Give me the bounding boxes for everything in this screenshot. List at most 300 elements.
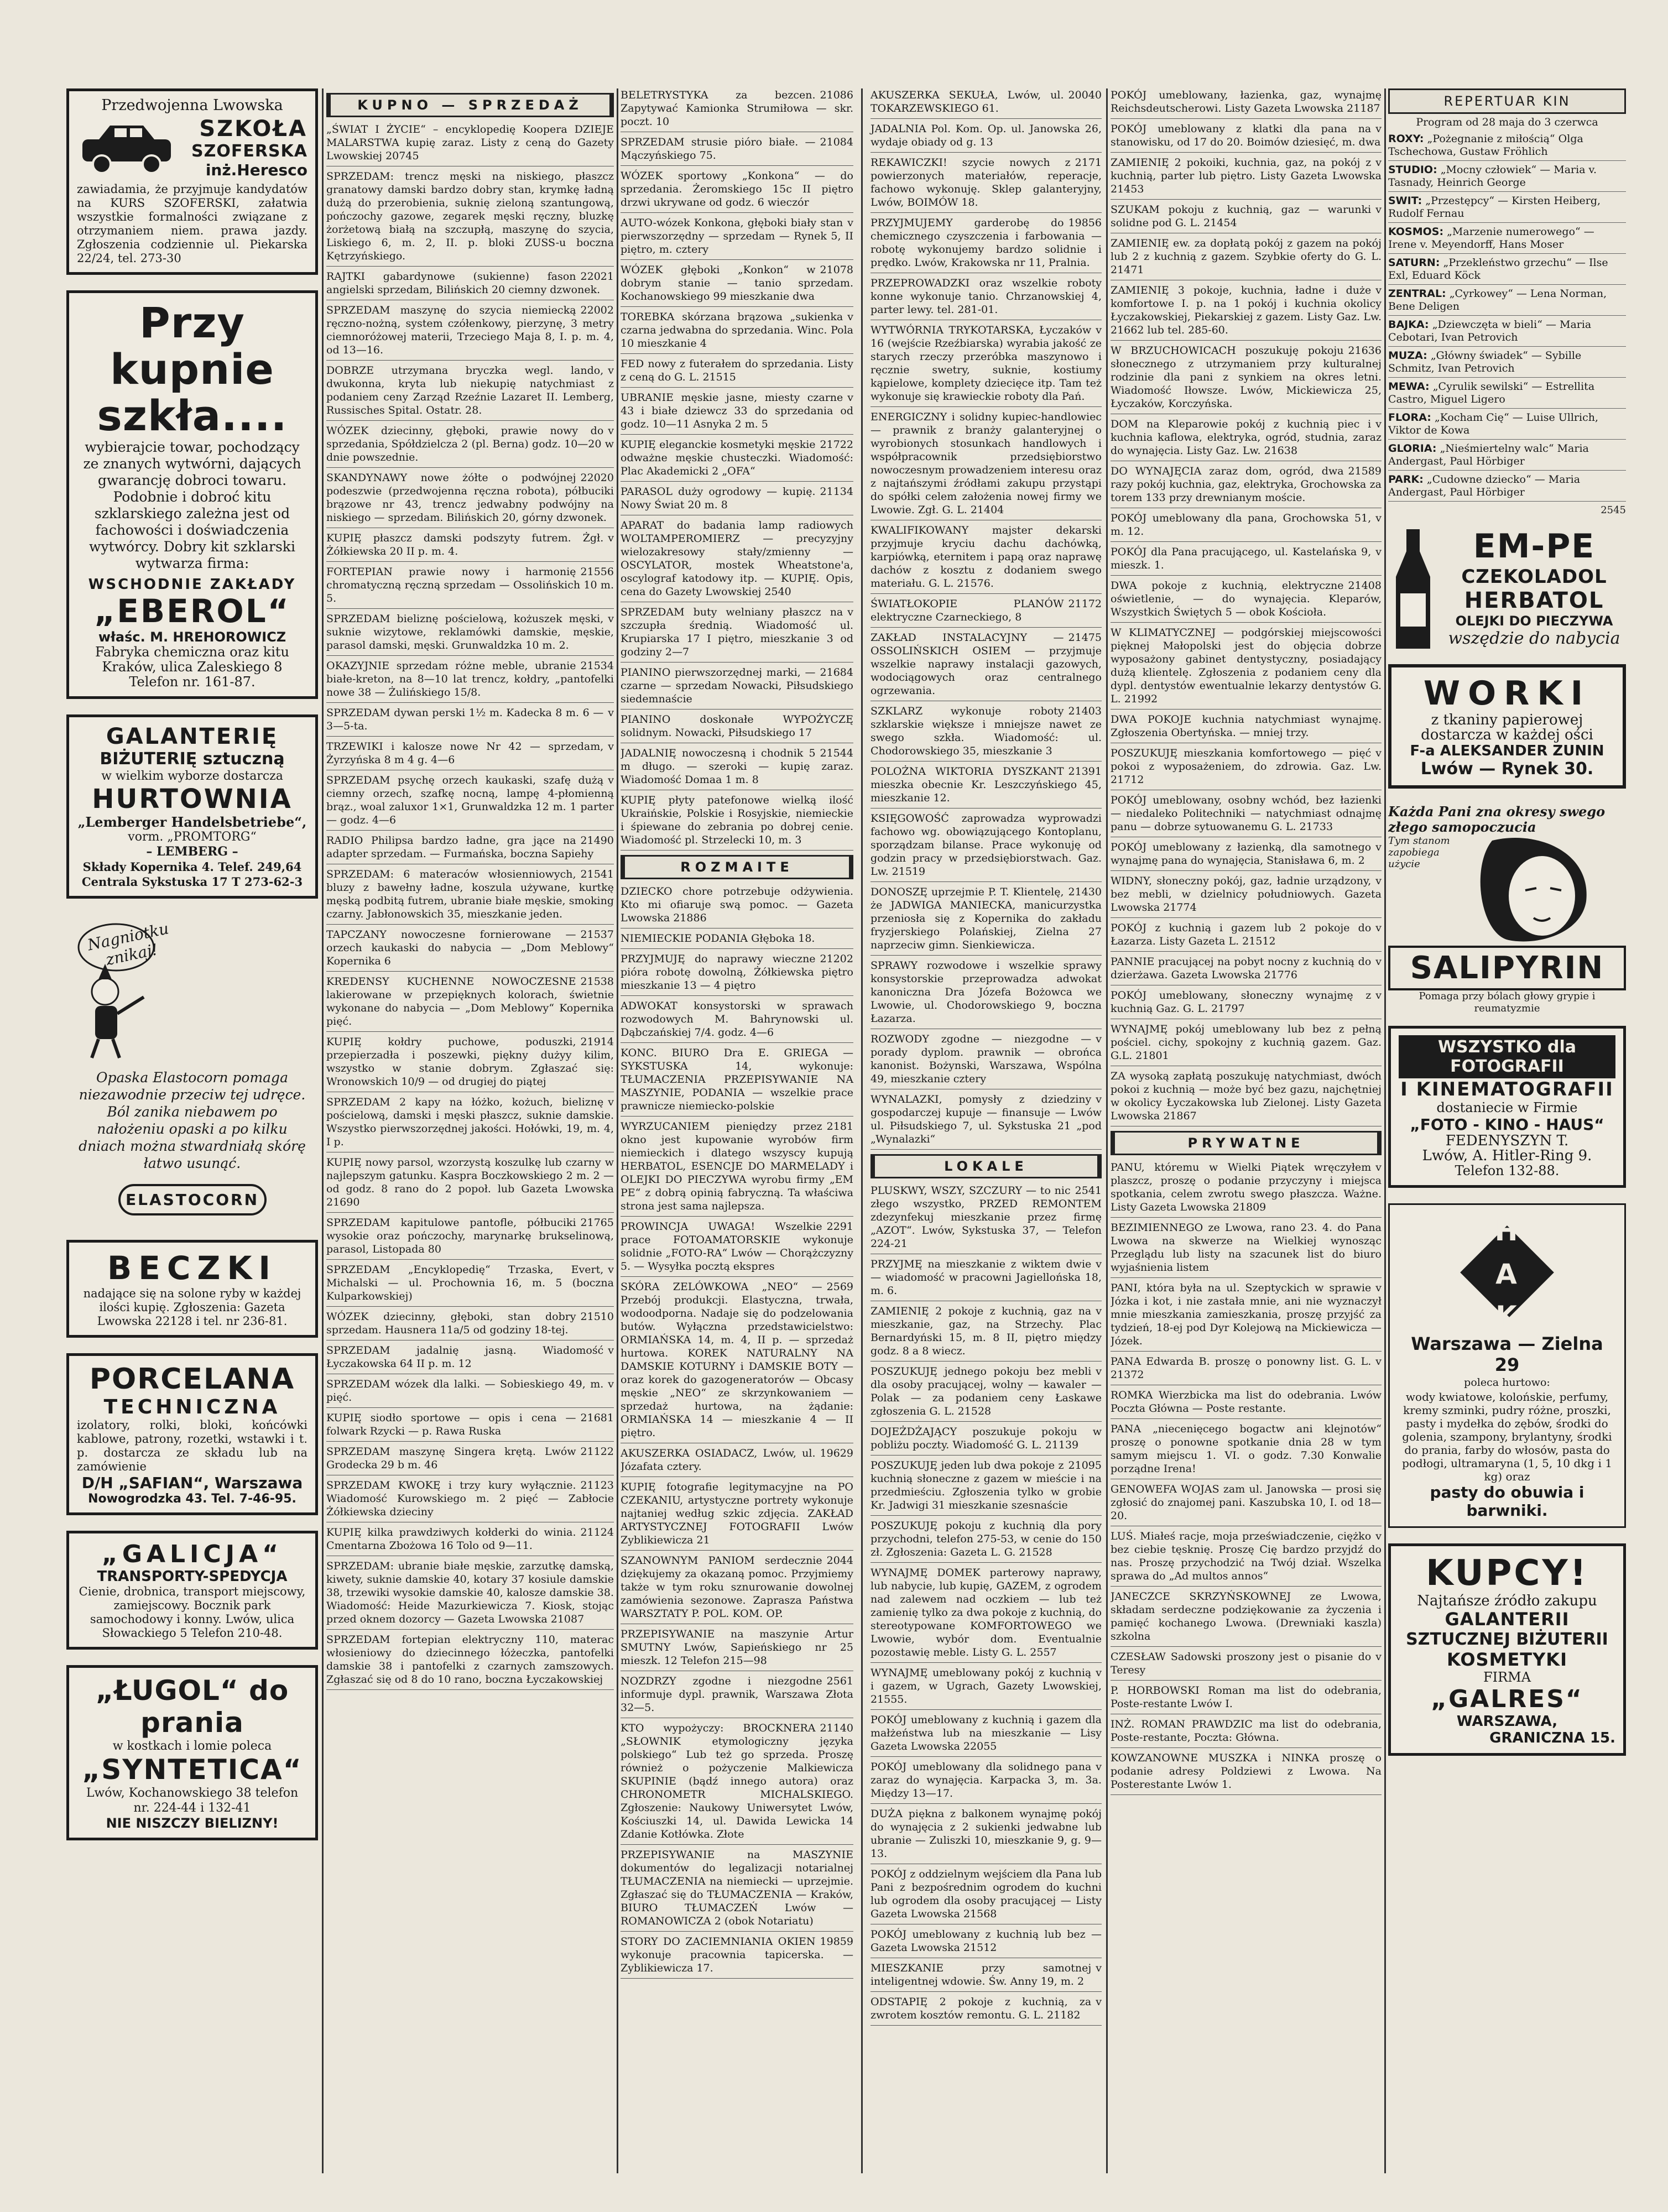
classified-code: 21140 bbox=[820, 1722, 853, 1734]
cinema-program: „Mocny człowiek“ — Maria v. Tasnady, Heinrich George bbox=[1388, 164, 1597, 189]
classified-text: DO WYNAJĘCIA zaraz dom, ogród, dwa razy pokój kuchnia, gaz, elektryka, Grochowska za torem 133 przy drewnianym moście. bbox=[1111, 465, 1382, 504]
repertuar-kin bbox=[1388, 88, 1626, 516]
classified-text: WIDNY, słoneczny pokój, gaz, ładnie urządzony, bez mebli, w dzielnicy południowych. Gazeta Lwowska 21774 bbox=[1111, 875, 1382, 914]
classified-text: POKÓJ umeblowany, słoneczny wynajmę z kuchnią Gaz. G. L. 21797 bbox=[1111, 989, 1372, 1015]
classified-ad bbox=[621, 1627, 853, 1667]
ad-lugol-title: „ŁUGOL“ do prania bbox=[95, 1674, 289, 1739]
classified-separator bbox=[326, 467, 614, 468]
classified-text: SPRZEDAM „Encyklopedię“ Trzaska, Evert, Michalski — ul. Prochownia 16, m. 5 (boczna Kulparkowskiej) bbox=[326, 1264, 614, 1302]
classified-text: REKAWICZKI! szycie nowych z powierzonych materiałów, reperacje, fachowo wykonuję. Sklep galanteryjny, Lwów, BOIMÓW 18. bbox=[870, 156, 1102, 208]
classified-text: APARAT do badania lamp radiowych WOLTAMPEROMIERZ — precyzyjny wielozakresowy stały/zmienny — OSCYLATOR, mostek Wheatstone'a, oscylograf katodowy itp. — KUPIĘ. Opis, cena do Gazety Lwowskiej 2540 bbox=[621, 519, 853, 598]
cinema-name: KOSMOS: bbox=[1388, 226, 1444, 238]
column-rule bbox=[1106, 88, 1108, 2173]
classified-code: v bbox=[1375, 875, 1382, 887]
classified-text: SPRZEDAM strusie pióro białe. — Mączyńskiego 75. bbox=[621, 136, 816, 161]
classified-text: NOZDRZY zgodne i niezgodne informuje dypl. prawnik, Warszawa Złota 32—5. bbox=[621, 1675, 853, 1714]
classified-text: PANNIE pracującej na pobyt nocny z kuchnią do dzierżawa. Gazeta Lwowska 21776 bbox=[1111, 956, 1372, 981]
classified-code: 2181 bbox=[826, 1120, 853, 1133]
column-rule bbox=[322, 88, 324, 2173]
classified-code: 21722 bbox=[820, 439, 853, 451]
classified-code: 21475 bbox=[1068, 632, 1102, 644]
classified-ad bbox=[1111, 579, 1382, 619]
classified-text: „ŚWIAT I ŻYCIE“ – encyklopedię Koopera DZIEJE MALARSTWA kupię zaraz. Listy z ceną do Gazety Lwowskiej 20745 bbox=[326, 123, 614, 162]
classified-ad bbox=[1111, 1483, 1382, 1522]
repertuar-item bbox=[1388, 411, 1626, 440]
classified-ad bbox=[1111, 512, 1382, 538]
classified-ad bbox=[326, 531, 614, 558]
ad-szklo-owner: właśc. M. HREHOROWICZ bbox=[98, 629, 286, 645]
repertuar-title: REPERTUAR KIN bbox=[1388, 88, 1626, 114]
classified-separator bbox=[1111, 622, 1382, 623]
classified-ad bbox=[871, 1666, 1102, 1706]
classified-text: BELETRYSTYKA za bezcen. Zapytywać Kamionka Strumiłowa — skr. poczt. 10 bbox=[621, 89, 853, 128]
classified-code: v bbox=[1375, 546, 1382, 558]
classified-text: SPRZEDAM wózek dla lalki. — Sobieskiego 49, m. pięć. bbox=[326, 1378, 604, 1404]
classified-ad bbox=[326, 774, 614, 827]
classified-text: WYNAJMĘ DOMEK parterowy naprawy, lub nabycie, lub kupię, GAZEM, z ogrodem nad zalewem nad oczkiem — lub też zamienię tylko za dwa pokoje z kuchnią, do stereotypowane KOMFORTOWEGO we Lwowie, wybór dom. Eventualnie pozostawię meble. Listy G. L. 2557 bbox=[870, 1567, 1102, 1658]
classified-ad bbox=[1111, 1355, 1382, 1381]
classified-separator bbox=[326, 1306, 614, 1307]
classified-text: POKÓJ umeblowany dla pana, Grochowska 51, m. 12. bbox=[1111, 512, 1372, 538]
classified-ad bbox=[1111, 713, 1382, 739]
classified-text: PANA Edwarda B. proszę o ponowny list. G. L. 21372 bbox=[1111, 1355, 1372, 1381]
classified-code: v bbox=[847, 606, 853, 618]
classified-separator bbox=[871, 118, 1102, 119]
classified-ad bbox=[621, 216, 853, 256]
classified-ad bbox=[326, 1411, 614, 1438]
classified-separator bbox=[1111, 1586, 1382, 1587]
ad-salipyrin bbox=[1388, 804, 1626, 1015]
classified-ad bbox=[1111, 1221, 1382, 1274]
classified-ad bbox=[871, 1258, 1102, 1297]
cinema-program: „Marzenie numerowego“ — Irene v. Meyendorff, Hans Moser bbox=[1388, 226, 1594, 251]
classified-text: KUPIĘ fotografie legitymacyjne na PO CZEKANIU, artystyczne portrety wykonuje najtaniej według szkic zdjęcia. ZAKŁAD ARTYSTYCZNEJ FOTOGRAFII Lwów Zyblikiewicza 21 bbox=[621, 1481, 853, 1546]
classified-code: v bbox=[847, 311, 853, 323]
classified-code: 21124 bbox=[580, 1526, 614, 1538]
classified-code: v bbox=[1375, 989, 1382, 1001]
classified-text: PRZEPISYWANIE na MASZYNIE dokumentów do legalizacji notarialnej TŁUMACZENIA na niemiecki — uprzejmie. Zgłaszać się do TŁUMACZENIA — Kraków, BIURO TŁUMACZEŃ Lwów — ROMANOWICZA 2 (obok Notariatu) bbox=[621, 1849, 853, 1927]
classified-text: PRZYJMUJEMY garderobę do chemicznego czyszczenia i farbowania — robotę wykonujemy bardzo solidnie i prędko. Lwów, Krakowska nr 11, Pralnia. bbox=[870, 217, 1102, 269]
classified-text: SPRZEDAM: trencz męski na niskiego, płaszcz granatowy damski bardzo dobry stan, krymkę ładną dużą do przerobienia, suknię zieloną szantungową, pończochy gazowe, zegarek męski ręczny, bluzkę żorżetową białą na szczupłą, maszynę do szycia, Liskiego 6, m. 2, II. p. bloki ZUSS-u boczna Kętrzyńskiego. bbox=[326, 170, 614, 262]
classified-code: 21765 bbox=[580, 1217, 614, 1229]
classified-separator bbox=[1111, 575, 1382, 576]
classified-ad bbox=[326, 975, 614, 1028]
ad-szklo-addr: Fabryka chemiczna oraz kitu Kraków, ulica Zaleskiego 8 Telefon nr. 161-87. bbox=[95, 644, 290, 690]
ad-kupcy-addr2: GRANICZNA 15. bbox=[1489, 1730, 1615, 1746]
ad-salipyrin-text2: Tym stanom zapobiega użycie bbox=[1388, 835, 1450, 870]
classified-code: 21681 bbox=[580, 1412, 614, 1424]
classified-separator bbox=[621, 1931, 853, 1932]
classified-text: POKÓJ dla Pana pracującego, ul. Kastelańska 9, mieszk. 1. bbox=[1111, 546, 1372, 571]
classified-code: 22021 bbox=[580, 270, 614, 283]
classified-ad bbox=[1111, 1650, 1382, 1677]
classified-ad bbox=[871, 1032, 1102, 1086]
ad-hak-end: pasty do obuwia i barwniki. bbox=[1430, 1483, 1584, 1520]
classified-text: ZAMIENIĘ ew. za dopłatą pokój z gazem na pokój lub 2 z kuchnią z gazem. Szybkie oferty do G. L. 21471 bbox=[1111, 237, 1382, 276]
classified-ad bbox=[621, 1046, 853, 1113]
classified-code: v bbox=[1375, 1530, 1382, 1542]
classified-ad bbox=[871, 88, 1102, 115]
classified-code: v bbox=[1096, 1258, 1102, 1270]
classified-separator bbox=[326, 360, 614, 361]
classified-ad bbox=[621, 999, 853, 1039]
classified-code: 21430 bbox=[1068, 886, 1102, 898]
classified-ad bbox=[326, 659, 614, 699]
classified-text: SKANDYNAWY nowe żółte o podwójnej podeszwie (przedwojenna ręczna robota), półbuciki brązowe nr 43, trencz jedwabny podwójny na niskiego — sprzedam. Bilińskich 20, górny dzwonek. bbox=[326, 472, 614, 524]
classified-ad bbox=[326, 1559, 614, 1626]
classified-code: 2541 bbox=[1075, 1185, 1102, 1197]
classified-text: SPRZEDAM fortepian elektryczny 110, materac włosieniowy do dziecinnego łóżeczka, pantofelki damskie 38 i pantofelki z czarnych zamszowych. Zgłaszać się od 8 do 10 rano, boczna Łyczakowskiej bbox=[326, 1634, 614, 1686]
classified-text: KSIĘGOWOŚĆ zaprowadza wyprowadzi fachowo wg. obowiązującego Kontoplanu, sporządzam bilanse. Prace wykonuję od godzin pracy w przedsiębiorstwach. Gaz. Lw. 21519 bbox=[870, 812, 1102, 878]
classified-code: 2171 bbox=[1075, 156, 1102, 169]
ad-lugol-text2: Lwów, Kochanowskiego 38 telefon nr. 224-44 i 132-41 bbox=[86, 1786, 299, 1815]
classified-code: 2569 bbox=[826, 1281, 853, 1293]
classified-text: SPRZEDAM: 6 materaców włosienniowych, bluzy z bawełny ładne, koszula używane, kurtkę męską podbitą futrem, ubranie białe męskie, smoking czarny. Jabłonowskich 35, mieszkanie jeden. bbox=[326, 868, 614, 920]
classified-text: BEZIMIENNEGO ze Lwowa, rano 23. 4. do Pana Lwowa na skwerze na Wielkiej wynosząc Przeglądu lub listy na szacunek list do biuro wyjaśnienia listem bbox=[1111, 1222, 1382, 1274]
classified-text: PRZEPISYWANIE na maszynie Artur SMUTNY Lwów, Sapieńskiego nr 25 mieszk. 12 Telefon 215—98 bbox=[621, 1628, 853, 1667]
classified-separator bbox=[871, 955, 1102, 956]
classified-ad bbox=[871, 705, 1102, 758]
classified-separator bbox=[326, 1407, 614, 1408]
ad-beczki-text: nadające się na solone ryby w każdej ilości kupię. Zgłoszenia: Gazeta Lwowska 22128 i tel. nr 236-81. bbox=[83, 1287, 301, 1328]
classified-separator bbox=[871, 1662, 1102, 1663]
classified-ad bbox=[871, 1807, 1102, 1860]
classified-code: v bbox=[1096, 324, 1102, 336]
classified-code: v bbox=[608, 1378, 614, 1390]
classified-ad bbox=[621, 1674, 853, 1714]
ad-kupcy-text2: FIRMA bbox=[1483, 1670, 1531, 1685]
classified-code: v bbox=[847, 217, 853, 229]
classified-ad bbox=[621, 794, 853, 847]
classified-code: 21556 bbox=[580, 566, 614, 578]
ad-foto-text1: dostaniecie w Firmie bbox=[1436, 1100, 1578, 1115]
classified-text: DOM na Kleparowie pokój z kuchnią piec i kuchnia kaflowa, elektryka, ogród, studnia, zaraz do wynajęcia. Listy Gaz. Lw. 21638 bbox=[1111, 418, 1382, 457]
classified-code: 19859 bbox=[820, 1936, 853, 1948]
classified-text: SPRZEDAM jadalnię jasną. Wiadomość Łyczakowska 64 II p. m. 12 bbox=[326, 1344, 604, 1370]
hak-letter-1: H bbox=[1494, 1215, 1520, 1247]
ad-elasto-bubble: Nagniotku znikaj! bbox=[86, 919, 170, 969]
classified-ad bbox=[326, 834, 614, 860]
classified-text: PANU, któremu w Wielki Piątek wręczyłem plaszcz, proszę o podanie przyczyny i miejsca spotkania, celem zwrotu swego płaszcza. Ważne. Listy Gazeta Lwowska 21809 bbox=[1111, 1161, 1382, 1213]
classified-text: POKÓJ umeblowany z klatki dla pana na stanowisku, od 17 do 20. Boimów dziesięć, m. dwa bbox=[1111, 123, 1381, 148]
classified-ad bbox=[326, 1344, 614, 1370]
left-ads-column bbox=[66, 88, 318, 2173]
classified-ad bbox=[621, 1721, 853, 1841]
ad-galanterie-title1: GALANTERIĘ bbox=[106, 724, 279, 749]
ad-salipyrin-text1: Każda Pani zna okresy swego złego samopoczucia bbox=[1388, 804, 1606, 835]
classified-ad bbox=[871, 1365, 1102, 1418]
hak-logo bbox=[1446, 1212, 1568, 1333]
classified-text: PIANINO pierwszorzędnej marki, — czarne — sprzedam Nowacki, Piłsudskiego siedemnaście bbox=[621, 666, 853, 705]
classified-separator bbox=[1111, 1217, 1382, 1218]
classified-text: PARASOL duży ogrodowy — kupię. Nowy Świat 20 m. 8 bbox=[621, 486, 816, 511]
classified-text: DWA POKOJE kuchnia natychmiast wynajmę. Zgłoszenia Obertyńska. — mniej trzy. bbox=[1111, 713, 1382, 739]
classified-text: KUPIĘ kilka prawdziwych kołderki do winia. Cmentarna Zbożowa 16 Tolo od 9—11. bbox=[326, 1526, 576, 1552]
ad-lugol-title2: „SYNTETICA“ bbox=[82, 1754, 303, 1786]
classified-ad bbox=[326, 1445, 614, 1472]
classified-text: SZUKAM pokoju z kuchnią, gaz — warunki solidne pod G. L. 21454 bbox=[1111, 204, 1372, 229]
classified-ad bbox=[1111, 794, 1382, 833]
classified-ad bbox=[326, 170, 614, 263]
classified-text: ZAMIENIĘ 2 pokoiki, kuchnia, gaz, na pokój z kuchnią, parter lub piętro. Listy Gazeta Lwowska 21453 bbox=[1111, 156, 1382, 195]
classified-separator bbox=[1111, 1418, 1382, 1419]
classified-text: WÓZEK głęboki „Konkon“ w dobrym stanie — tanio sprzedam. Kochanowskiego 99 mieszkanie dwa bbox=[621, 264, 853, 302]
classified-separator bbox=[326, 1441, 614, 1442]
classified-code: 22002 bbox=[580, 304, 614, 316]
classified-ad bbox=[621, 1220, 853, 1273]
classified-ad bbox=[621, 391, 853, 431]
classified-text: KUPIĘ eleganckie kosmetyki męskie odważne męskie chusteczki. Wiadomość: Plac Akademicki 2 „OFA“ bbox=[621, 439, 853, 477]
classified-text: ŚWIATŁOKOPIE PLANÓW elektryczne Czarneckiego, 8 bbox=[870, 598, 1064, 623]
classified-separator bbox=[1111, 541, 1382, 542]
classified-separator bbox=[871, 627, 1102, 628]
classified-code: 2291 bbox=[826, 1220, 853, 1233]
classified-separator bbox=[326, 924, 614, 925]
classified-ad bbox=[1111, 921, 1382, 948]
classified-ad bbox=[871, 524, 1102, 590]
classified-ad bbox=[871, 1305, 1102, 1358]
ad-porcelana-title2: TECHNICZNA bbox=[103, 1396, 281, 1418]
ad-lugol-text1: w kostkach i lomie poleca bbox=[112, 1739, 272, 1753]
classified-text: KWALIFIKOWANY majster dekarski przyjmuje kryciu dachu dachówką, karpiówką, eternitem i papą oraz naprawę dachów z kosztu z dodaniem swego materiału. G. L. 21576. bbox=[870, 524, 1102, 589]
classifieds-column-3 bbox=[1111, 88, 1382, 2173]
ad-empe-line3: OLEJKI DO PIECZYWA bbox=[1455, 613, 1613, 629]
ad-galanterie-text5: Składy Kopernika 4. Telef. 249,64 Centrala Sykstuska 17 T 273-62-3 bbox=[81, 860, 303, 889]
ad-hak-sub: poleca hurtowo: bbox=[1464, 1376, 1550, 1389]
classified-separator bbox=[621, 1550, 853, 1551]
classified-text: PIANINO doskonałe WYPOŻYCZĘ solidnym. Nowacki, Piłsudskiego 17 bbox=[621, 713, 853, 739]
classified-text: POKÓJ umeblowany z kuchnią lub bez — Gazeta Lwowska 21512 bbox=[870, 1928, 1102, 1954]
classified-ad bbox=[871, 1459, 1102, 1512]
classified-code: 21391 bbox=[1068, 765, 1102, 778]
ad-kupcy-line2: SZTUCZNEJ BIŻUTERII bbox=[1406, 1630, 1608, 1649]
classified-ad bbox=[621, 1935, 853, 1975]
classified-code: v bbox=[1375, 284, 1382, 296]
classified-ad bbox=[1111, 955, 1382, 982]
ad-hak bbox=[1388, 1203, 1626, 1528]
classified-ad bbox=[621, 1447, 853, 1473]
classified-separator bbox=[621, 1844, 853, 1845]
classified-text: ROZWODY zgodne — niezgodne — porady dyplom. prawnik — obrońca kanonist. Bożynski, Warszawa, Wspólna 49, mieszkanie cztery bbox=[870, 1033, 1102, 1085]
classified-text: POKÓJ umeblowany, łazienka, gaz, wynajmę Reichsdeutscherowi. Listy Gazeta Lwowska 21187 bbox=[1111, 89, 1382, 114]
classified-text: W KLIMATYCZNEJ — podgórskiej miejscowości pięknej Małopolski jest do objęcia dobrze wyposażony gabinet dentystyczny, posiadający dużą klientelę. Zgłoszenia z podaniem ceny dla dypl. dentystów ewentualnie lekarzy dentystów G. L. 21992 bbox=[1111, 627, 1382, 705]
classified-text: KUPIĘ siodło sportowe — opis i cena — folwark Rzycki — p. Rawa Ruska bbox=[326, 1412, 576, 1437]
classified-text: KTO wypożyczy: BROCKNERA „SŁOWNIK etymologiczny języka polskiego“ Lub też go sprzeda. Proszę również o pożyczenie Malkiewicza SKUPINIE (bądź innego autora) oraz CHRONOMETR MICHALSKIEGO. Zgłoszenie: Naukowy Uniwersytet Lwów, Kościuszki 14, ul. Dawida Lewicka 14 Zdanie Kotłówka. Złote bbox=[621, 1722, 853, 1840]
classified-text: PLUSKWY, WSZY, SZCZURY — to nic złego wszystko, PRZED REMONTEM zdezynfekuj mieszkanie przez firmę „AZOT“. Lwów, Sykstuska 37, — Telefon 224-21 bbox=[870, 1185, 1102, 1250]
classified-code: v bbox=[1375, 1355, 1382, 1368]
classified-text: TOREBKA skórzana brązowa „sukienka czarna jedwabna do sprzedania. Winc. Pola 10 mieszkanie 4 bbox=[621, 311, 853, 349]
repertuar-item bbox=[1388, 257, 1626, 285]
classified-ad bbox=[1111, 1684, 1382, 1710]
classified-ad bbox=[1111, 465, 1382, 504]
classified-separator bbox=[621, 1276, 853, 1277]
ad-worki-text2: dostarcza w każdej ości bbox=[1421, 727, 1593, 743]
ad-szklo-firm1: WSCHODNIE ZAKŁADY bbox=[88, 576, 296, 593]
classified-text: OKAZYJNIE sprzedam różne meble, ubranie białe-kreton, na 8—10 lat trencz, kołdry, „pantofelki nowe 38 — Żulińskiego 15/8. bbox=[326, 660, 614, 698]
ad-szklo bbox=[66, 290, 318, 699]
classified-ad bbox=[1111, 284, 1382, 337]
classified-text: WYRZUCANIEM pieniędzy przez okno jest kupowanie wyrobów firm niemieckich i dlatego wszyscy kupują HERBATOL, ESENCJE DO MARMELADY i OLEJKI DO PIECZYWA wyrobu firmy „EM PE“ z dobrą opinią fabryczną. Ta właściwa strona jest sama najlepsza. bbox=[621, 1120, 853, 1212]
classified-text: ZA wysoką zapłatą poszukuję natychmiast, dwóch pokoi z kuchnią — może być bez gazu, najchętniej w okolicy Łyczakowska lub Zielonej. Listy Gazeta Lwowska 21867 bbox=[1111, 1070, 1382, 1122]
classified-text: ODSTAPIĘ 2 pokoje z kuchnią, za zwrotem kosztów remontu. G. L. 21182 bbox=[870, 1996, 1092, 2021]
ad-szkola-szoferska bbox=[66, 88, 318, 275]
classified-ad bbox=[326, 304, 614, 357]
classified-code: v bbox=[1096, 1093, 1102, 1105]
ad-szklo-title2: szkła.... bbox=[97, 391, 288, 440]
ad-empe-line1: CZEKOLADOL bbox=[1461, 566, 1607, 588]
classified-text: SPRZEDAM maszynę Singera krętą. Lwów Grodecka 29 b m. 46 bbox=[326, 1446, 576, 1471]
classified-text: POSZUKUJĘ mieszkania komfortowego — pięć pokoi z wyposażeniem, do zdrowia. Gaz. Lw. 21712 bbox=[1111, 747, 1382, 786]
classified-ad bbox=[326, 1378, 614, 1404]
classified-ad bbox=[871, 631, 1102, 697]
classified-code: v bbox=[1096, 1305, 1102, 1317]
classified-separator bbox=[326, 971, 614, 972]
classified-ad bbox=[326, 1479, 614, 1519]
right-column bbox=[1388, 88, 1626, 2173]
repertuar-item bbox=[1388, 195, 1626, 223]
classified-ad bbox=[326, 1156, 614, 1209]
classified-code: v bbox=[608, 774, 614, 786]
ad-hak-text: wody kwiatowe, kolońskie, perfumy, kremy szminki, pudry różne, proszki, pasty i mydełka do zębów, środki do golenia, szampony, brylantyny, środki do prania, farby do włosów, pasta do podłogi, ultramaryna (1, 5, 10 dkg i 1 kg) oraz bbox=[1402, 1390, 1612, 1483]
classified-separator bbox=[871, 1991, 1102, 1992]
classified-code: v bbox=[608, 740, 614, 753]
classified-text: POKÓJ umeblowany z łazienką, dla samotnego wynajmę pana do wynajęcia, Stanisława 6, m. 2 bbox=[1111, 841, 1372, 867]
classified-text: SPRZEDAM: ubranie białe męskie, zarzutkę damską, kiwety, suknie damskie 40, kotary 37 kosiule damskie 38, trzewiki wysokie damskie 40, kalosze damskie 38. Wiadomość: Heide Mazurkiewicza 7. Kiosk, stojąc przed oknem dozorcy — Gazeta Lwowska 21087 bbox=[326, 1560, 614, 1625]
classifieds-list-2 bbox=[621, 88, 853, 2173]
classified-code: v bbox=[1096, 1667, 1102, 1679]
classified-code: v bbox=[1375, 123, 1382, 135]
ad-porcelana-addr: Nowogrodzka 43. Tel. 7-46-95. bbox=[88, 1492, 296, 1506]
ad-worki-text1: z tkaniny papierowej bbox=[1431, 712, 1583, 728]
classified-ad bbox=[621, 438, 853, 478]
ad-szklo-text: wybierajcie towar, pochodzący ze znanych wytwórni, dających gwarancję dobroci towaru. Podobnie i dobroć kitu szklarskiego zależna jest od fachowości i doświadczenia wytwórcy. Dobry kit szklarski wytwarza firma: bbox=[83, 439, 301, 571]
classified-separator bbox=[1111, 951, 1382, 952]
classified-text: KOWZANOWNE MUSZKA i NINKA proszę o podanie adresy Poldziewi z Lwowa. Na Posterestante Lwów 1. bbox=[1111, 1752, 1382, 1791]
classified-code: v bbox=[608, 1264, 614, 1276]
classified-separator bbox=[871, 152, 1102, 153]
classified-text: ZAMIENIĘ 2 pokoje z kuchnią, gaz na mieszkanie, gaz, na Strzechy. Plac Bernardyński 15, m. 8 II, piętro między godz. 8 a 8 wiecz. bbox=[870, 1305, 1102, 1357]
column-rule bbox=[617, 88, 618, 2173]
car-icon bbox=[77, 117, 176, 178]
classified-text: ROMKA Wierzbicka ma list do odebrania. Lwów Poczta Główna — Poste restante. bbox=[1111, 1389, 1382, 1415]
cinema-program: „Przekleństwo grzechu“ — Ilse Exl, Eduard Köck bbox=[1388, 257, 1608, 281]
classified-code: 21510 bbox=[580, 1311, 614, 1323]
ad-worki bbox=[1388, 664, 1626, 789]
hak-letter-2: A bbox=[1495, 1258, 1519, 1290]
classified-separator bbox=[621, 481, 853, 482]
classified-ad bbox=[1111, 1718, 1382, 1744]
classified-code: v bbox=[608, 707, 614, 719]
ad-worki-firm: F-a ALEKSANDER ZUNIN bbox=[1410, 743, 1604, 759]
classified-text: JADALNIĘ nowoczesną i chodnik 5 m długo. — szeroki — kupię zaraz. Wiadomość Domaa 1 m. 8 bbox=[621, 747, 853, 786]
classified-ad bbox=[326, 1216, 614, 1256]
classified-text: RAJTKI gabardynowe (sukienne) fason angielski sprzedam, Bilińskich 20 ciemny dzwonek. bbox=[326, 270, 601, 296]
classified-separator bbox=[1111, 870, 1382, 871]
classified-ad bbox=[1111, 237, 1382, 276]
classified-text: SPRZEDAM bieliznę pościelową, kożuszek męski, suknie wizytowe, reklamówki damskie, męskie, parasol damski, męski. Grunwaldzka 10 m. 2. bbox=[326, 613, 614, 651]
classified-ad bbox=[871, 1928, 1102, 1954]
ad-foto-title2: I KINEMATOGRAFII bbox=[1400, 1078, 1614, 1100]
classified-code: v bbox=[1375, 512, 1382, 524]
classified-separator bbox=[1111, 1646, 1382, 1647]
cinema-program: „Dziewczęta w bieli“ — Maria Cebotari, Ivan Petrovich bbox=[1388, 319, 1592, 343]
repertuar-item bbox=[1388, 226, 1626, 254]
classified-ad bbox=[871, 1184, 1102, 1250]
classified-code: v bbox=[1375, 418, 1382, 430]
classified-text: FORTEPIAN prawie nowy i harmonię chromatyczną ręczną sprzedam — Ossolińskich 10 m. 5. bbox=[326, 566, 614, 604]
ad-szkola-line2: SZKOŁA bbox=[199, 116, 307, 142]
classified-ad bbox=[621, 135, 853, 162]
classified-text: WÓZEK dziecinny, głęboki, prawie nowy do sprzedania, Spółdzielcza 2 (pl. Berna) godz. 10—20 w dnie powszednie. bbox=[326, 425, 614, 463]
classified-code: v bbox=[1096, 1033, 1102, 1045]
ad-kupcy-text1: Najtańsze źródło zakupu bbox=[1417, 1593, 1597, 1609]
classified-separator bbox=[621, 434, 853, 435]
classified-text: SZKLARZ wykonuje roboty szklarskie większe i mniejsze nawet ze swego szkła. Wiadomość: ul. Chodorowskiego 35, mieszkanie 3 bbox=[870, 705, 1102, 757]
repertuar-item bbox=[1388, 164, 1626, 192]
ad-szkola-text: zawiadamia, że przyjmuje kandydatów na KURS SZOFERSKI, załatwia wszystkie formalności związane z otrzymaniem niem. prawa jazdy. Zgłoszenia codziennie ul. Piekarska 22/24, tel. 273-30 bbox=[77, 182, 307, 265]
classified-separator bbox=[871, 1709, 1102, 1710]
classified-text: AKUSZERKA OSIADACZ, Lwów, ul. Józafata cztery. bbox=[621, 1447, 816, 1473]
classified-ad bbox=[1111, 1530, 1382, 1583]
classified-separator bbox=[621, 259, 853, 260]
classified-separator bbox=[326, 561, 614, 562]
classified-ad bbox=[1111, 1022, 1382, 1062]
classified-ad bbox=[621, 952, 853, 992]
ad-empe bbox=[1388, 527, 1626, 654]
classified-text: SPRZEDAM psychę orzech kaukaski, szafę dużą ciemny orzech, szafkę nocną, lampę 4-płomienną brąz., woal zaluxor 1×1, Grunwaldzka 12 m. 1 parter — godz. 4—6 bbox=[326, 774, 614, 826]
ad-beczki bbox=[66, 1240, 318, 1338]
repertuar-item bbox=[1388, 288, 1626, 316]
classified-separator bbox=[621, 353, 853, 354]
ad-szklo-firm2: „EBEROL“ bbox=[94, 592, 290, 630]
classified-text: POSZUKUJĘ pokoju z kuchnią dla pory przychodni, telefon 275-53, w cenie do 150 zł. Zgłoszenia: Gazeta L. G. 21528 bbox=[870, 1520, 1102, 1558]
classified-ad bbox=[1111, 1389, 1382, 1415]
classified-ad bbox=[871, 1961, 1102, 1988]
repertuar-sub: Program od 28 maja do 3 czerwca bbox=[1416, 116, 1598, 128]
classified-text: POKÓJ z oddzielnym wejściem dla Pana lub Pani z bezpośrednim ogrodem do kuchni lub ogrodem dla osoby pracującej — Listy Gazeta Lwowska 21568 bbox=[870, 1868, 1102, 1920]
classified-text: W BRZUCHOWICACH poszukuję pokoju słonecznego z utrzymaniem przy kulturalnej rodzinie dla pani z synkiem na okres letni. Wiadomość Iłowsze. Lwów, Mickiewicza 25, Łyczaków, Korczyńska. bbox=[1111, 345, 1382, 410]
classified-code: 21078 bbox=[820, 264, 853, 276]
classified-code: 20040 bbox=[1068, 89, 1102, 101]
classified-text: POKÓJ z kuchnią i gazem lub 2 pokoje do Łazarza. Listy Gazeta L. 21512 bbox=[1111, 922, 1372, 947]
classified-ad bbox=[871, 276, 1102, 316]
cinema-name: SWIT: bbox=[1388, 195, 1422, 207]
ad-foto-tel: Telefon 132-88. bbox=[1455, 1163, 1560, 1178]
classified-text: CZESŁAW Sadowski proszony jest o pisanie do Teresy bbox=[1111, 1651, 1372, 1676]
classified-ad bbox=[326, 1263, 614, 1303]
ad-kupcy-firm: „GALRES“ bbox=[1431, 1685, 1583, 1713]
cinema-program: „Kocham Cię“ — Luise Ullrich, Viktor de Kowa bbox=[1388, 411, 1598, 436]
classified-text: AKUSZERKA SEKUŁA, Lwów, ul. TOKARZEWSKIEGO 61. bbox=[870, 89, 1064, 114]
classified-text: ENERGICZNY i solidny kupiec-handlowiec — prawnik z branży galanteryjnej o wyrobionych stosunkach handlowych i współpracownik przedsiębiorstwo nowoczesnym prowadzeniem interesu oraz z najtańszymi źródłami zakupu przystąpi do spółki celem założenia nowej firmy we Lwowie. Zgł. G. L. 21404 bbox=[870, 411, 1102, 516]
ad-porcelana bbox=[66, 1353, 318, 1515]
repertuar-item bbox=[1388, 133, 1626, 161]
classified-separator bbox=[1111, 917, 1382, 918]
classified-text: DUŻA piękna z balkonem wynajmę pokój do wynajęcia z 2 sukienki jedwabne lub ubranie — Zuliszki 10, mieszkanie 9, g. 9—13. bbox=[870, 1808, 1102, 1860]
cinema-program: „Nieśmiertelny walc“ Maria Andergast, Paul Hörbiger bbox=[1388, 442, 1589, 467]
classified-code: v bbox=[608, 532, 614, 544]
classified-code: v bbox=[1096, 1996, 1102, 2008]
classified-code: v bbox=[608, 425, 614, 437]
classified-text: POKÓJ umeblowany, osobny wchód, bez łazienki — niedaleko Politechniki — natychmiast odnajmę panu — dobrze sytuowanemu G. L. 21733 bbox=[1111, 794, 1382, 833]
classified-text: KUPIĘ płaszcz damski podszyty futrem. Żgł. Żółkiewska 20 II p. m. 4. bbox=[326, 532, 604, 557]
classified-ad bbox=[621, 485, 853, 512]
classified-text: WYNALAZKI, pomysły z dziedziny gospodarczej kupuje — finansuje — Lwów ul. Piłsudskiego 7, ul. Sykstuska 21 „pod „Wynalazki“ bbox=[870, 1093, 1102, 1145]
classified-separator bbox=[1111, 152, 1382, 153]
classified-code: 21534 bbox=[580, 660, 614, 672]
classified-ad bbox=[871, 812, 1102, 878]
classified-ad bbox=[1111, 1281, 1382, 1348]
